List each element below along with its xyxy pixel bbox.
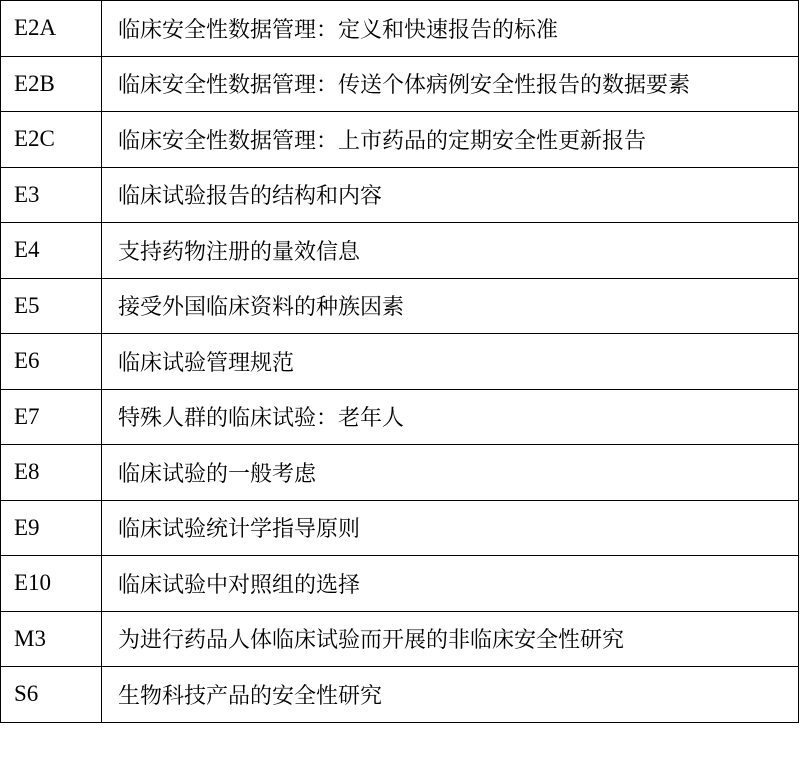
- guideline-code: E9: [1, 500, 102, 556]
- guideline-title: 临床安全性数据管理：传送个体病例安全性报告的数据要素: [102, 56, 799, 112]
- table-row: [1, 556, 799, 612]
- guideline-title: 临床试验中对照组的选择: [102, 556, 799, 612]
- guideline-table-body: [1, 1, 799, 723]
- table-row: [1, 223, 799, 279]
- guideline-code: E4: [1, 223, 102, 279]
- guideline-title: 临床安全性数据管理：定义和快速报告的标准: [102, 1, 799, 57]
- guideline-title: 接受外国临床资料的种族因素: [102, 278, 799, 334]
- guideline-title: 临床安全性数据管理：上市药品的定期安全性更新报告: [102, 112, 799, 168]
- guideline-code: E2B: [1, 56, 102, 112]
- guideline-code: E8: [1, 445, 102, 501]
- guideline-code: E2A: [1, 1, 102, 57]
- table-row: [1, 500, 799, 556]
- guideline-title: 特殊人群的临床试验：老年人: [102, 389, 799, 445]
- guideline-code: E5: [1, 278, 102, 334]
- guideline-code: M3: [1, 611, 102, 667]
- table-row: [1, 389, 799, 445]
- guideline-code: E7: [1, 389, 102, 445]
- guideline-code: E6: [1, 334, 102, 390]
- guideline-code: S6: [1, 667, 102, 723]
- guideline-title: 临床试验管理规范: [102, 334, 799, 390]
- table-row: [1, 667, 799, 723]
- guideline-code: E3: [1, 167, 102, 223]
- guideline-title: 临床试验报告的结构和内容: [102, 167, 799, 223]
- table-row: [1, 445, 799, 501]
- guideline-title: 临床试验的一般考虑: [102, 445, 799, 501]
- guideline-code: E2C: [1, 112, 102, 168]
- guideline-code: E10: [1, 556, 102, 612]
- table-row: [1, 56, 799, 112]
- guideline-title: 生物科技产品的安全性研究: [102, 667, 799, 723]
- guideline-title: 临床试验统计学指导原则: [102, 500, 799, 556]
- guideline-title: 为进行药品人体临床试验而开展的非临床安全性研究: [102, 611, 799, 667]
- guideline-title: 支持药物注册的量效信息: [102, 223, 799, 279]
- table-row: [1, 278, 799, 334]
- table-row: [1, 611, 799, 667]
- table-row: [1, 334, 799, 390]
- table-row: [1, 167, 799, 223]
- table-row: [1, 1, 799, 57]
- table-row: [1, 112, 799, 168]
